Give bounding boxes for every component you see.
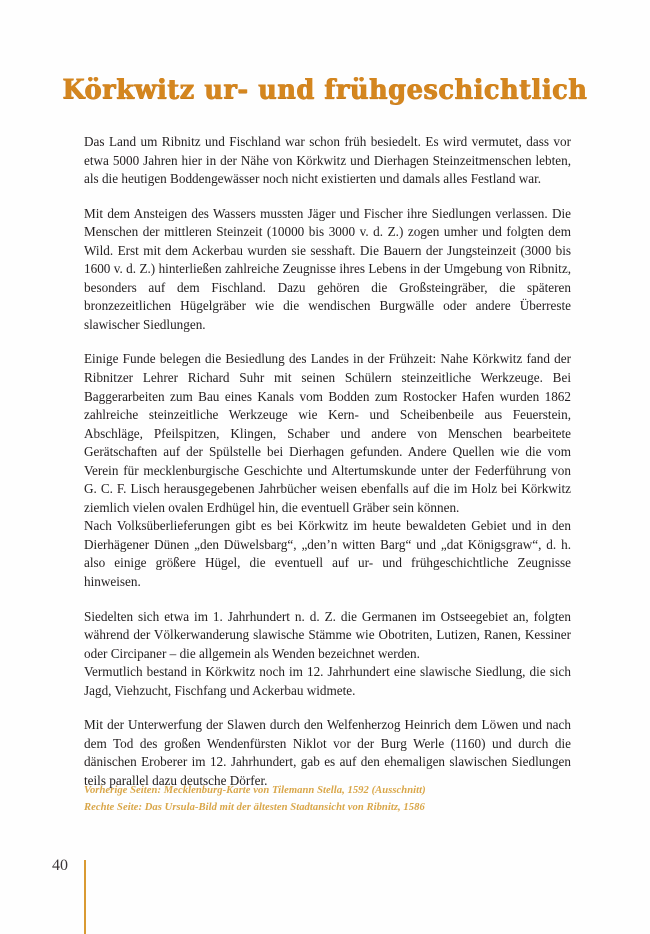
image-credits [84,782,584,816]
caption-previous-pages: Vorherige Seiten: Mecklenburg-Karte von Tilemann Stella, 1592 (Ausschnitt) [84,785,426,796]
page-title: Körkwitz ur- und frühgeschichtlich [62,74,588,106]
body-paragraph: Mit dem Ansteigen des Wassers mussten Jäger und Fischer ihre Siedlungen verlassen. Die Menschen der mittleren Steinzeit (10000 bis 3000 v. d. Z.) zogen umher und folgten dem Wild. Erst mit dem Ackerbau wurden sie sesshaft. Die Bauern der Jungsteinzeit (3000 bis 1600 v. d. Z.) hinterließen zahlreiche Zeugnisse ihres Lebens in der Umgebung von Ribnitz, besonders auf dem Fischland. Dazu gehören die Großsteingräber, die späteren bronzezeitlichen Hügelgräber wie die wendischen Burgwälle oder andere Überreste slawischer Siedlungen. [84,205,571,332]
footer-accent-rule [84,860,86,934]
body-paragraph: Das Land um Ribnitz und Fischland war schon früh besiedelt. Es wird vermutet, dass vor etwa 5000 Jahren hier in der Nähe von Körkwitz und Dierhagen Steinzeitmenschen lebten, als die heutigen Boddengewässer noch nicht existierten und damals alles Festland war. [84,134,571,187]
body-paragraph: Siedelten sich etwa im 1. Jahrhundert n. d. Z. die Germanen im Ostseegebiet an, folgten während der Völkerwanderung slawische Stämme wie Obotriten, Lutizen, Ranen, Kessiner oder Circipaner – die allgemein als Wenden bezeichnet werden. [84,608,571,661]
page-number: 40 [52,857,68,874]
body-text-column [84,133,571,791]
body-paragraph: Nach Volksüberlieferungen gibt es bei Körkwitz im heute bewaldeten Gebiet und in den Dierhägener Dünen „den Düwelsbarg“, „den’n witten Barg“ und „dat Königsgraw“, d. h. also einige größere Hügel, die eventuell auf ur- und frühgeschichtliche Zeugnisse hinweisen. [84,518,571,590]
body-paragraph: Vermutlich bestand in Körkwitz noch im 12. Jahrhundert eine slawische Siedlung, die sich Jagd, Viehzucht, Fischfang und Ackerbau widmete. [84,664,571,698]
caption-right-page: Rechte Seite: Das Ursula-Bild mit der ältesten Stadtansicht von Ribnitz, 1586 [84,802,425,813]
body-paragraph: Mit der Unterwerfung der Slawen durch den Welfenherzog Heinrich dem Löwen und nach dem Tod des großen Wendenfürsten Niklot vor der Burg Werle (1160) und durch die dänischen Eroberer im 12. Jahrhundert, gab es auf den ehemaligen slawischen Siedlungen teils parallel dazu deutsche Dörfer. [84,717,571,788]
page-header [0,76,650,106]
body-paragraph: Einige Funde belegen die Besiedlung des Landes in der Frühzeit: Nahe Körkwitz fand der Ribnitzer Lehrer Richard Suhr mit seinen Schülern steinzeitliche Werkzeuge. Bei Baggerarbeiten zum Bau eines Kanals vom Bodden zum Rostocker Hafen wurden 1862 zahlreiche steinzeitliche Werkzeuge wie Kern- und Scheibenbeile aus Feuerstein, Abschläge, Pfeilspitzen, Klingen, Schaber und andere von Menschen bearbeitete Gerätschaften auf der Spülstelle bei Dierhagen gefunden. Andere Quellen wie die vom Verein für mecklenburgische Geschichte und Altertumskunde unter der Federführung von G. C. F. Lisch herausgegebenen Jahrbücher weisen ebenfalls auf die im Holz bei Körkwitz ziemlich vielen ovalen Erdhügel hin, die eventuell Gräber sein können. [84,351,571,515]
